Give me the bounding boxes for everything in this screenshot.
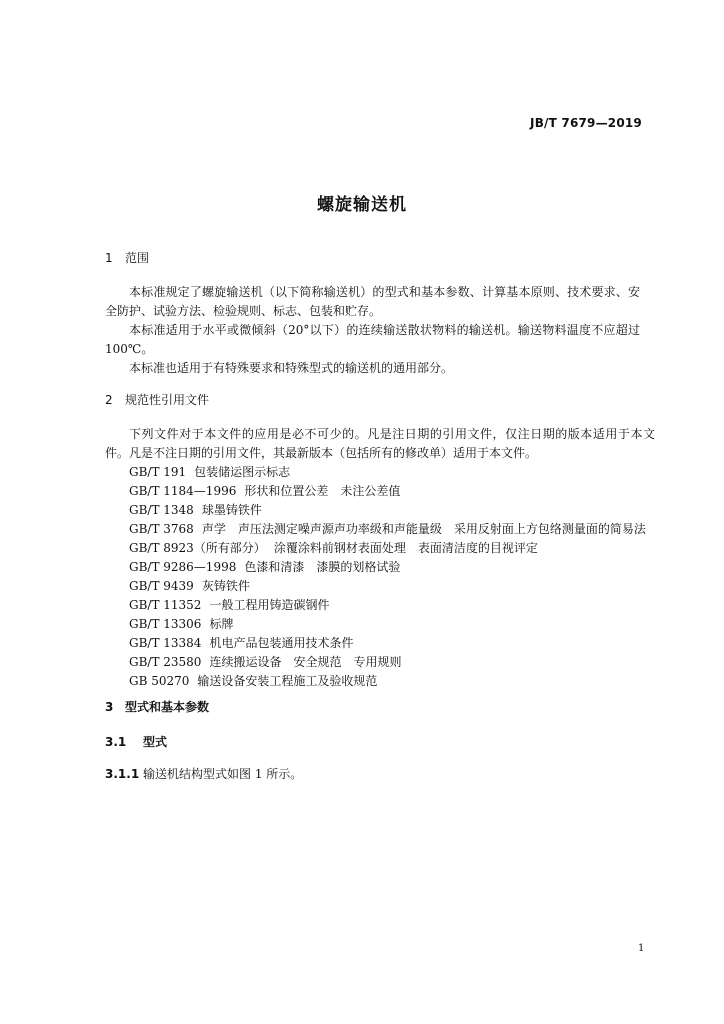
section-title: 范围 (125, 251, 150, 265)
reference-code: GB/T 13384 (129, 636, 202, 650)
reference-item (129, 501, 646, 520)
reference-code: GB/T 11352 (129, 598, 202, 612)
reference-title: 声学 声压法测定噪声源声功率级和声能量级 采用反射面上方包络测量面的简易法 (201, 522, 646, 536)
reference-title: 形状和位置公差 未注公差值 (244, 484, 401, 498)
reference-item (129, 672, 646, 691)
clause-title: 型式 (143, 735, 168, 749)
clause-3-1-heading (105, 733, 167, 750)
reference-code: GB/T 1184—1996 (129, 484, 237, 498)
paragraph: 下列文件对于本文件的应用是必不可少的。凡是注日期的引用文件，仅注日期的版本适用于本文件。凡是不注日期的引用文件，其最新版本（包括所有的修改单）适用于本文件。 (105, 427, 655, 460)
section-title: 规范性引用文件 (125, 393, 210, 407)
reference-title: 一般工程用铸造碳钢件 (209, 598, 330, 612)
reference-item (129, 577, 646, 596)
reference-item (129, 520, 646, 539)
reference-code: GB/T 3768 (129, 522, 194, 536)
reference-item (129, 539, 646, 558)
paragraph: 本标准规定了螺旋输送机（以下简称输送机）的型式和基本参数、计算基本原则、技术要求、安全防护、试验方法、检验规则、标志、包装和贮存。 (105, 285, 640, 318)
reference-item (129, 615, 646, 634)
reference-item (129, 482, 646, 501)
reference-item (129, 463, 646, 482)
reference-code: GB/T 8923（所有部分） (129, 541, 266, 555)
section-title: 型式和基本参数 (125, 700, 210, 714)
clause-number: 3.1 (105, 735, 127, 749)
reference-code: GB 50270 (129, 674, 190, 688)
reference-code: GB/T 13306 (129, 617, 202, 631)
reference-item (129, 634, 646, 653)
reference-title: 灰铸铁件 (201, 579, 250, 593)
section-1-body (105, 283, 640, 378)
reference-title: 色漆和清漆 漆膜的划格试验 (244, 560, 401, 574)
reference-code: GB/T 9439 (129, 579, 194, 593)
normative-references-list (129, 463, 646, 691)
reference-title: 标牌 (209, 617, 234, 631)
reference-code: GB/T 1348 (129, 503, 194, 517)
reference-title: 球墨铸铁件 (201, 503, 262, 517)
reference-code: GB/T 23580 (129, 655, 202, 669)
section-1-heading (105, 249, 149, 266)
clause-text: 输送机结构型式如图 1 所示。 (143, 767, 303, 781)
reference-title: 包装储运图示标志 (194, 465, 291, 479)
reference-item (129, 596, 646, 615)
reference-title: 涂覆涂料前钢材表面处理 表面清洁度的目视评定 (273, 541, 538, 555)
section-3-heading (105, 698, 209, 715)
paragraph: 本标准适用于水平或微倾斜（20°以下）的连续输送散状物料的输送机。输送物料温度不应超过100℃。 (105, 323, 640, 356)
reference-item (129, 653, 646, 672)
page-number: 1 (638, 943, 645, 954)
reference-title: 机电产品包装通用技术条件 (209, 636, 354, 650)
reference-item (129, 558, 646, 577)
section-2-heading (105, 391, 209, 408)
document-title: 螺旋输送机 (317, 195, 407, 215)
section-2-intro (105, 425, 655, 463)
reference-code: GB/T 9286—1998 (129, 560, 237, 574)
clause-3-1-1 (105, 765, 302, 782)
paragraph: 本标准也适用于有特殊要求和特殊型式的输送机的通用部分。 (129, 361, 454, 375)
clause-number: 3.1.1 (105, 767, 140, 781)
section-number: 3 (105, 700, 114, 714)
section-number: 2 (105, 393, 113, 407)
reference-title: 连续搬运设备 安全规范 专用规则 (209, 655, 402, 669)
reference-code: GB/T 191 (129, 465, 187, 479)
standard-code: JB/T 7679—2019 (530, 116, 642, 130)
reference-title: 输送设备安装工程施工及验收规范 (197, 674, 378, 688)
section-number: 1 (105, 251, 113, 265)
